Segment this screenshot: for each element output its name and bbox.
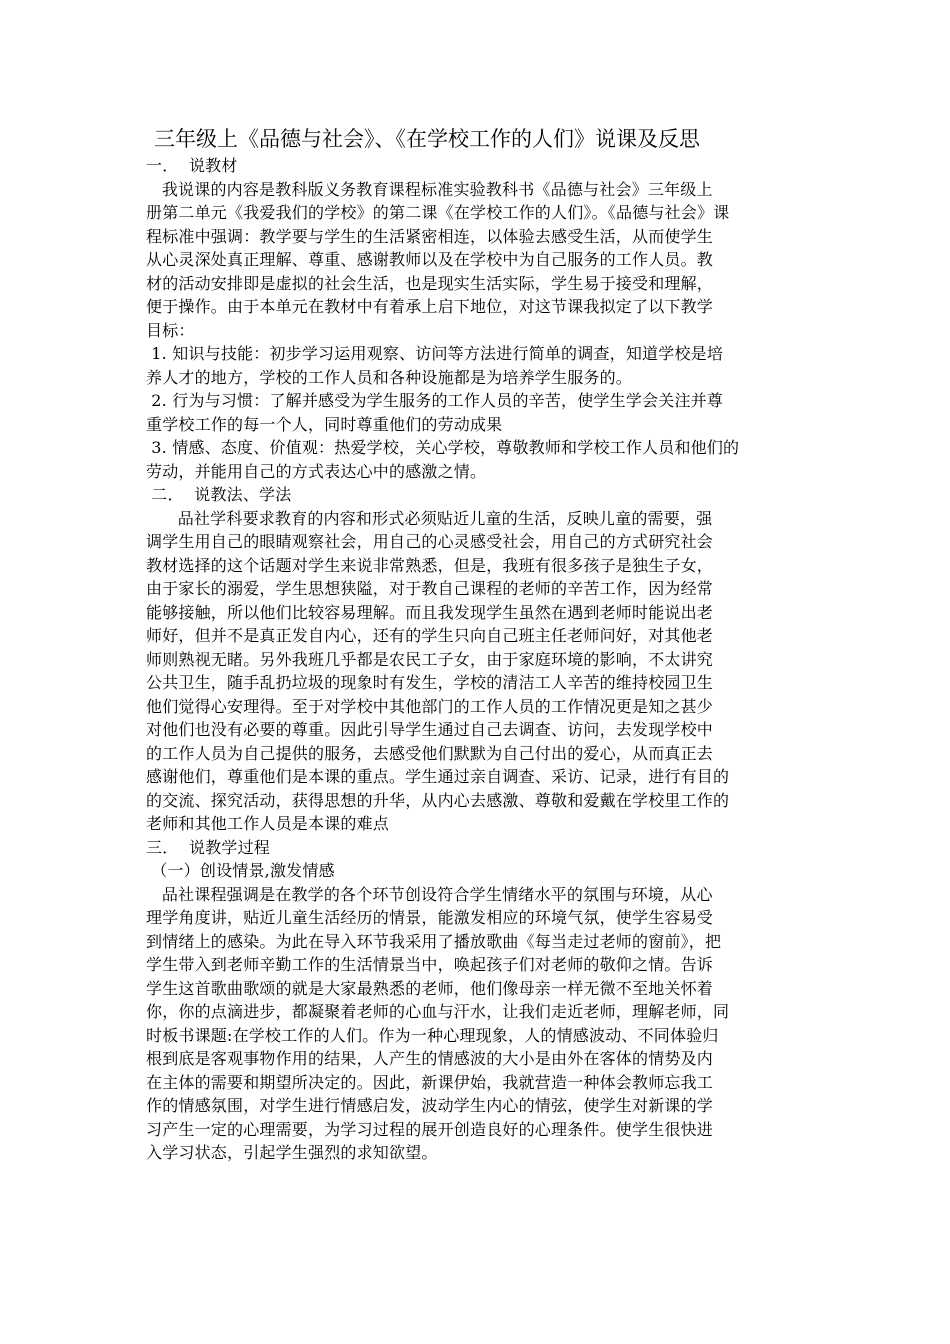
text-line: 师则熟视无睹。另外我班几乎都是农民工子女，由于家庭环境的影响，不太讲究: [146, 649, 714, 669]
document-title: 三年级上《品德与社会》、《在学校工作的人们》说课及反思: [154, 127, 700, 151]
text-line: 习产生一定的心理需要，为学习过程的展开创造良好的心理条件。使学生很快进: [146, 1119, 714, 1139]
text-line: 入学习状态，引起学生强烈的求知欲望。: [146, 1143, 438, 1162]
text-line: 册第二单元《我爱我们的学校》的第二课《在学校工作的人们》。《品德与社会》课: [146, 203, 730, 222]
document-page: [146, 124, 810, 1165]
text-line: 品社课程强调是在教学的各个环节创设符合学生情绪水平的氛围与环境，从心: [146, 884, 713, 904]
text-line: 你，你的点滴进步，都凝聚着老师的心血与汗水，让我们走近老师，理解老师，同: [146, 1002, 730, 1021]
text-line: 品社学科要求教育的内容和形式必须贴近儿童的生活，反映儿童的需要，强: [146, 508, 713, 528]
text-line: 教材选择的这个话题对学生来说非常熟悉，但是，我班有很多孩子是独生子女，: [146, 555, 714, 575]
text-line: 他们觉得心安理得。至于对学校中其他部门的工作人员的工作情况更是知之甚少: [146, 696, 714, 716]
text-line: 到情绪上的感染。为此在导入环节我采用了播放歌曲《每当走过老师的窗前》，把: [146, 931, 722, 951]
text-line: 养人才的地方，学校的工作人员和各种设施都是为培养学生服务的。: [146, 367, 633, 387]
text-line: 从心灵深处真正理解、尊重、感谢教师以及在学校中为自己服务的工作人员。教: [146, 250, 714, 269]
document-body: [146, 154, 810, 1165]
text-line: 作的情感氛围，对学生进行情感启发，波动学生内心的情弦，使学生对新课的学: [146, 1096, 714, 1115]
text-line: 对他们也没有必要的尊重。因此引导学生通过自己去调查、访问，去发现学校中: [146, 720, 714, 739]
text-line: 公共卫生，随手乱扔垃圾的现象时有发生，学校的清洁工人辛苦的维持校园卫生: [146, 673, 714, 692]
text-line: 老师和其他工作人员是本课的难点: [146, 814, 390, 833]
text-line: 学生带入到老师辛勤工作的生活情景当中，唤起孩子们对老师的敬仰之情。告诉: [146, 955, 714, 974]
text-line: 2. 行为与习惯：了解并感受为学生服务的工作人员的辛苦，使学生学会关注并尊: [146, 391, 724, 410]
text-line: 劳动，并能用自己的方式表达心中的感激之情。: [146, 461, 487, 481]
text-line: 理学角度讲，贴近儿童生活经历的情景，能激发相应的环境气氛，使学生容易受: [146, 908, 714, 927]
text-line: 三． 说教学过程: [146, 837, 270, 857]
text-line: 一． 说教材: [146, 156, 238, 175]
text-line: （一）创设情景,激发情感: [146, 861, 335, 880]
text-line: 调学生用自己的眼睛观察社会，用自己的心灵感受社会，用自己的方式研究社会: [146, 532, 714, 551]
text-line: 目标：: [146, 320, 195, 340]
text-line: 时板书课题:在学校工作的人们。作为一种心理现象，人的情感波动、不同体验归: [146, 1025, 719, 1045]
text-line: 二． 说教法、学法: [146, 485, 292, 504]
text-line: 3. 情感、态度、价值观：热爱学校，关心学校，尊敬教师和学校工作人员和他们的: [146, 438, 740, 457]
text-line: 便于操作。由于本单元在教材中有着承上启下地位，对这节课我拟定了以下教学: [146, 297, 714, 316]
text-line: 程标准中强调：教学要与学生的生活紧密相连，以体验去感受生活，从而使学生: [146, 226, 714, 246]
text-line: 1. 知识与技能：初步学习运用观察、访问等方法进行简单的调查，知道学校是培: [146, 344, 724, 363]
text-line: 能够接触，所以他们比较容易理解。而且我发现学生虽然在遇到老师时能说出老: [146, 602, 714, 622]
text-line: 感谢他们，尊重他们是本课的重点。学生通过亲自调查、采访、记录，进行有目的: [146, 767, 730, 786]
text-line: 根到底是客观事物作用的结果，人产生的情感波的大小是由外在客体的情势及内: [146, 1049, 714, 1068]
text-line: 我说课的内容是教科版义务教育课程标准实验教科书《品德与社会》三年级上: [146, 179, 713, 199]
text-line: 学生这首歌曲歌颂的就是大家最熟悉的老师，他们像母亲一样无微不至地关怀着: [146, 978, 714, 998]
text-line: 重学校工作的每一个人，同时尊重他们的劳动成果: [146, 414, 503, 434]
text-line: 材的活动安排即是虚拟的社会生活，也是现实生活实际，学生易于接受和理解，: [146, 273, 714, 293]
text-line: 在主体的需要和期望所决定的。因此，新课伊始，我就营造一种体会教师忘我工: [146, 1072, 714, 1092]
text-line: 师好，但并不是真正发自内心，还有的学生只向自己班主任老师问好，对其他老: [146, 626, 714, 645]
text-line: 的交流、探究活动，获得思想的升华，从内心去感激、尊敬和爱戴在学校里工作的: [146, 790, 730, 810]
text-line: 由于家长的溺爱，学生思想狭隘，对于教自己课程的老师的辛苦工作，因为经常: [146, 579, 714, 598]
text-line: 的工作人员为自己提供的服务，去感受他们默默为自己付出的爱心，从而真正去: [146, 743, 714, 763]
